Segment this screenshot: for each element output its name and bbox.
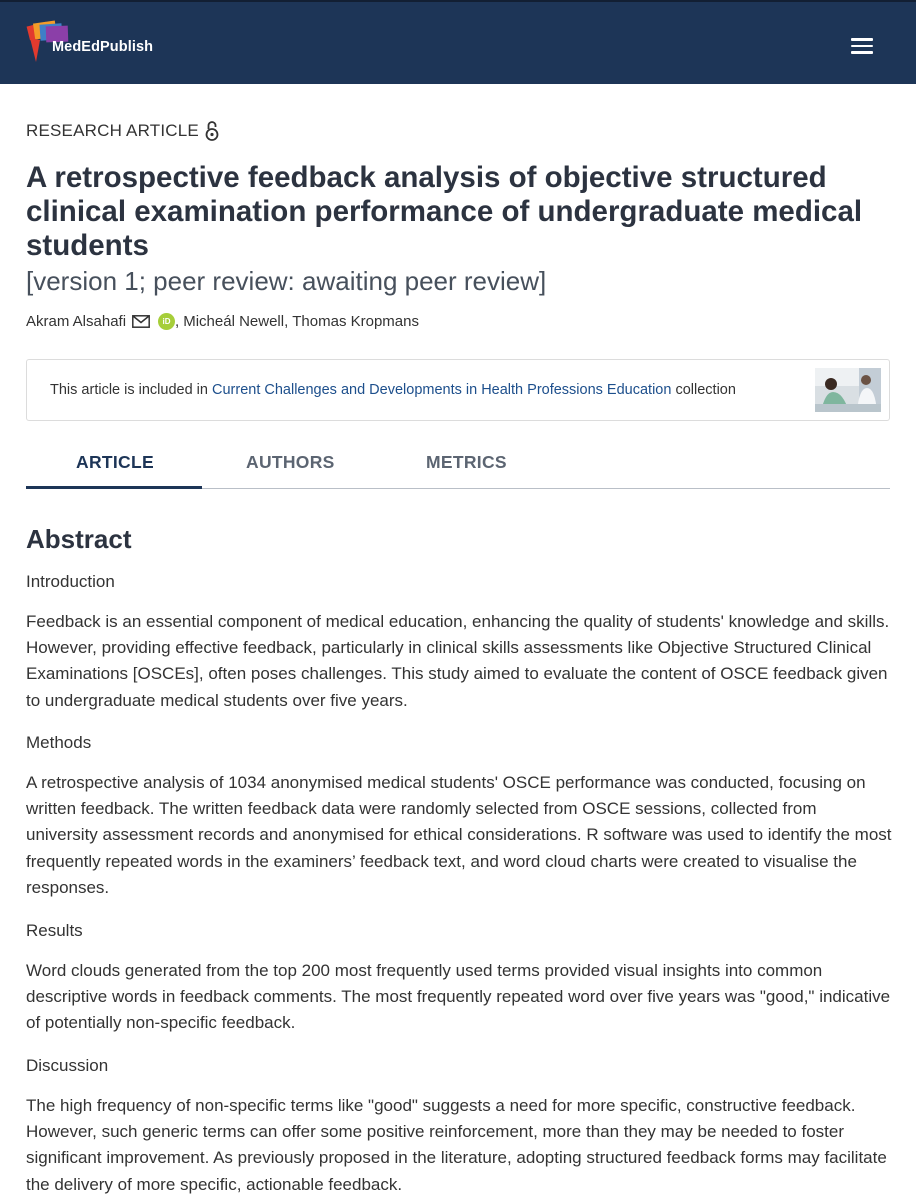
article-title: A retrospective feedback analysis of objective structured clinical examination performance of undergraduate medical students <box>26 161 863 262</box>
article-tabs <box>26 440 890 489</box>
abstract-heading: Abstract <box>26 524 132 554</box>
author-name[interactable]: Akram Alsahafi <box>26 313 127 330</box>
active-tab-indicator <box>26 486 202 489</box>
brand-name[interactable]: MedEdPublish <box>52 39 154 55</box>
top-nav-border <box>0 0 916 2</box>
section-heading-introduction: Introduction <box>26 572 115 591</box>
top-nav-bar <box>0 0 916 84</box>
section-heading-results: Results <box>26 921 83 940</box>
article-type <box>26 120 219 142</box>
hamburger-menu-icon[interactable] <box>851 38 875 56</box>
tab-article[interactable]: ARTICLE <box>76 452 154 472</box>
open-access-lock-icon <box>205 120 219 142</box>
collection-text: This article is included in Current Challenges and Developments in Health Professions Education collection <box>50 382 736 398</box>
version-status: [version 1; peer review: awaiting peer review] <box>26 266 547 296</box>
section-heading-discussion: Discussion <box>26 1056 109 1075</box>
author-name[interactable]: Micheál Newell <box>183 313 285 330</box>
tab-metrics[interactable]: METRICS <box>426 452 507 472</box>
section-text-discussion: The high frequency of non-specific terms like "good" suggests a need for more specific, constructive feedback. However, such generic terms can offer some positive reinforcement, more than they may be needed to foster significant improvement. As previously proposed in the literature, adopting structured feedback forms may facilitate the delivery of more specific, actionable feedback. <box>26 1096 887 1194</box>
collection-thumbnail-image[interactable] <box>815 368 881 412</box>
orcid-icon[interactable]: iD <box>158 313 175 330</box>
collection-link[interactable]: Current Challenges and Developments in Health Professions Education <box>212 382 672 398</box>
author-name[interactable]: Thomas Kropmans <box>292 313 419 330</box>
section-text-methods: A retrospective analysis of 1034 anonymised medical students' OSCE performance was conducted, focusing on written feedback. The written feedback data were randomly selected from OSCE sessions, collected from university assessment records and anonymised for ethical considerations. R software was used to identify the most frequently repeated words in the examiners’ feedback text, and word cloud charts were created to visualise the responses. <box>26 773 892 897</box>
section-heading-methods: Methods <box>26 733 92 752</box>
article-type-label: RESEARCH ARTICLE <box>26 121 199 140</box>
collection-banner <box>26 359 890 421</box>
author-list: Akram Alsahafi iD , Micheál Newell , Thomas Kropmans <box>26 313 419 330</box>
tab-authors[interactable]: AUTHORS <box>246 452 335 472</box>
section-text-introduction: Feedback is an essential component of medical education, enhancing the quality of students' knowledge and skills. However, providing effective feedback, particularly in clinical skills assessments like Objective Structured Clinical Examinations [OSCEs], often poses challenges. This study aimed to evaluate the content of OSCE feedback given to undergraduate medical students over five years. <box>26 612 890 710</box>
section-text-results: Word clouds generated from the top 200 most frequently used terms provided visual insights into common descriptive words in feedback comments. The most frequently repeated word over five years was "good," indicative of potentially non-specific feedback. <box>26 961 891 1033</box>
mail-icon[interactable] <box>132 315 150 328</box>
